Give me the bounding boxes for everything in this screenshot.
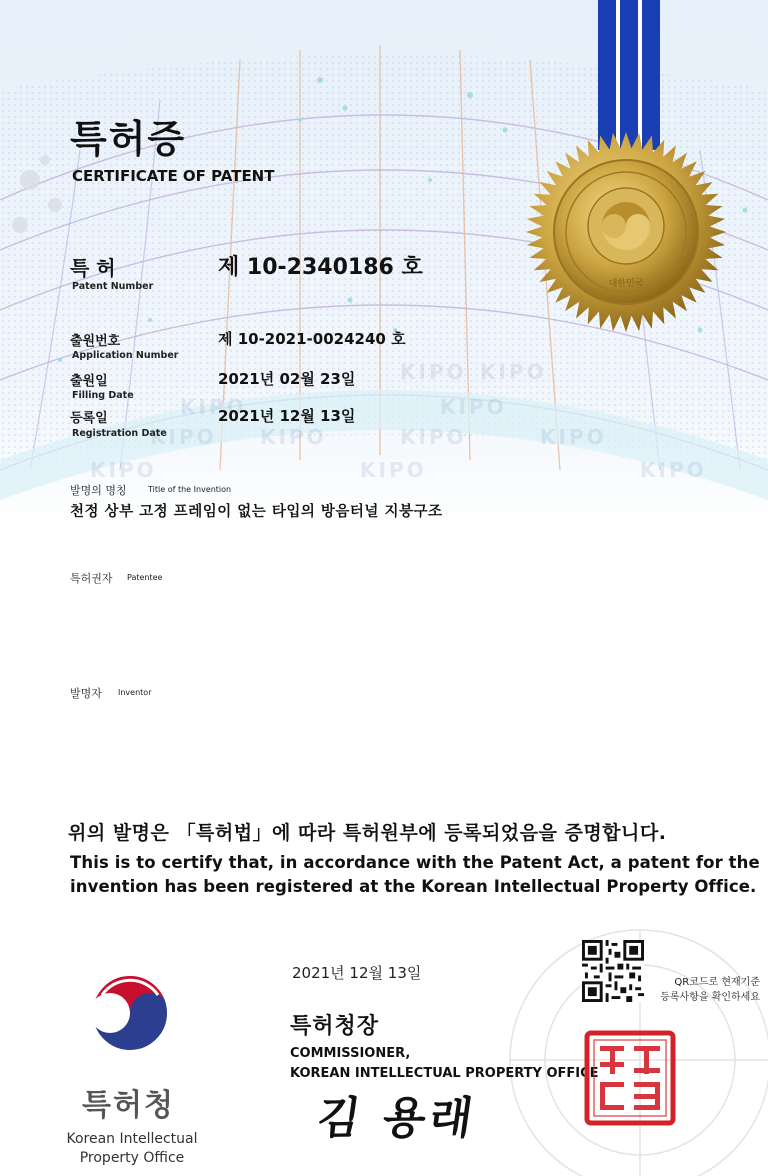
filing-date-label-ko: 출원일	[70, 374, 108, 389]
kipo-watermark-row-10: KIPO	[360, 458, 427, 482]
registration-date-label-ko: 등록일	[70, 411, 108, 426]
kipo-watermark-row-9: KIPO	[90, 458, 157, 482]
commissioner-title-ko: 특허청장	[290, 1014, 380, 1039]
kipo-watermark-row-1: KIPO	[400, 360, 467, 384]
kipo-watermark-row-4: KIPO	[440, 395, 507, 419]
kipo-watermark-row-2: KIPO	[480, 360, 547, 384]
patentee-label-ko: 특허권자	[70, 572, 113, 585]
filing-date-value: 2021년 02월 23일	[218, 370, 356, 388]
kipo-name-en	[58, 1130, 206, 1168]
certificate-title-en: CERTIFICATE OF PATENT	[72, 167, 275, 185]
patent-number-label-ko: 특 허	[70, 256, 116, 280]
kipo-watermark-row-5: KIPO	[150, 425, 217, 449]
invention-title-value: 천정 상부 고정 프레임이 없는 타입의 방음터널 지붕구조	[70, 504, 443, 520]
seal-text: 대한민국	[608, 279, 644, 289]
certificate-title-ko: 특허증	[70, 117, 187, 161]
invention-title-label-en: Title of the Invention	[148, 485, 232, 494]
application-number-value: 제 10-2021-0024240 호	[218, 330, 406, 348]
qr-caption-line2: 등록사항을 확인하세요	[660, 992, 760, 1003]
kipo-watermark-row-11: KIPO	[640, 458, 707, 482]
patent-number-label-en: Patent Number	[72, 281, 154, 292]
commissioner-title-en-line1: COMMISSIONER,	[290, 1046, 411, 1061]
registration-date-label-en: Registration Date	[72, 428, 167, 439]
issue-date: 2021년 12월 13일	[292, 964, 422, 982]
commissioner-signature: 김 용래	[313, 1093, 480, 1144]
kipo-watermark-row-6: KIPO	[260, 425, 327, 449]
kipo-watermark-row-3: KIPO	[180, 395, 247, 419]
patent-number-value: 제 10-2340186 호	[218, 255, 423, 280]
kipo-taegeuk-logo	[82, 965, 178, 1061]
kipo-name-ko: 특허청	[82, 1088, 175, 1123]
official-red-stamp	[584, 1030, 676, 1126]
kipo-name-en-line1: Korean Intellectual	[66, 1131, 198, 1147]
registration-date-value: 2021년 12월 13일	[218, 407, 356, 425]
inventor-label-en: Inventor	[118, 688, 152, 697]
gold-seal-with-ribbon	[520, 0, 730, 345]
kipo-watermark-row-7: KIPO	[400, 425, 467, 449]
qr-caption-line1: QR코드로 현재기준	[674, 977, 760, 988]
filing-date-label-en: Filling Date	[72, 390, 134, 401]
certification-statement-en-line2: invention has been registered at the Korean Intellectual Property Office.	[70, 877, 757, 896]
certification-statement-en-line1: This is to certify that, in accordance with the Patent Act, a patent for the	[70, 853, 760, 872]
kipo-watermark-row-8: KIPO	[540, 425, 607, 449]
certification-statement-ko: 위의 발명은 「특허법」에 따라 특허원부에 등록되었음을 증명합니다.	[68, 822, 667, 844]
invention-title-label-ko: 발명의 명칭	[70, 484, 127, 497]
inventor-label-ko: 발명자	[70, 687, 102, 700]
qr-caption	[660, 975, 760, 1005]
application-number-label-ko: 출원번호	[70, 334, 121, 349]
qr-code-icon[interactable]	[582, 940, 644, 1002]
commissioner-title-en-line2: KOREAN INTELLECTUAL PROPERTY OFFICE	[290, 1066, 599, 1081]
patentee-label-en: Patentee	[127, 573, 163, 582]
application-number-label-en: Application Number	[72, 350, 179, 361]
kipo-name-en-line2: Property Office	[79, 1150, 185, 1166]
